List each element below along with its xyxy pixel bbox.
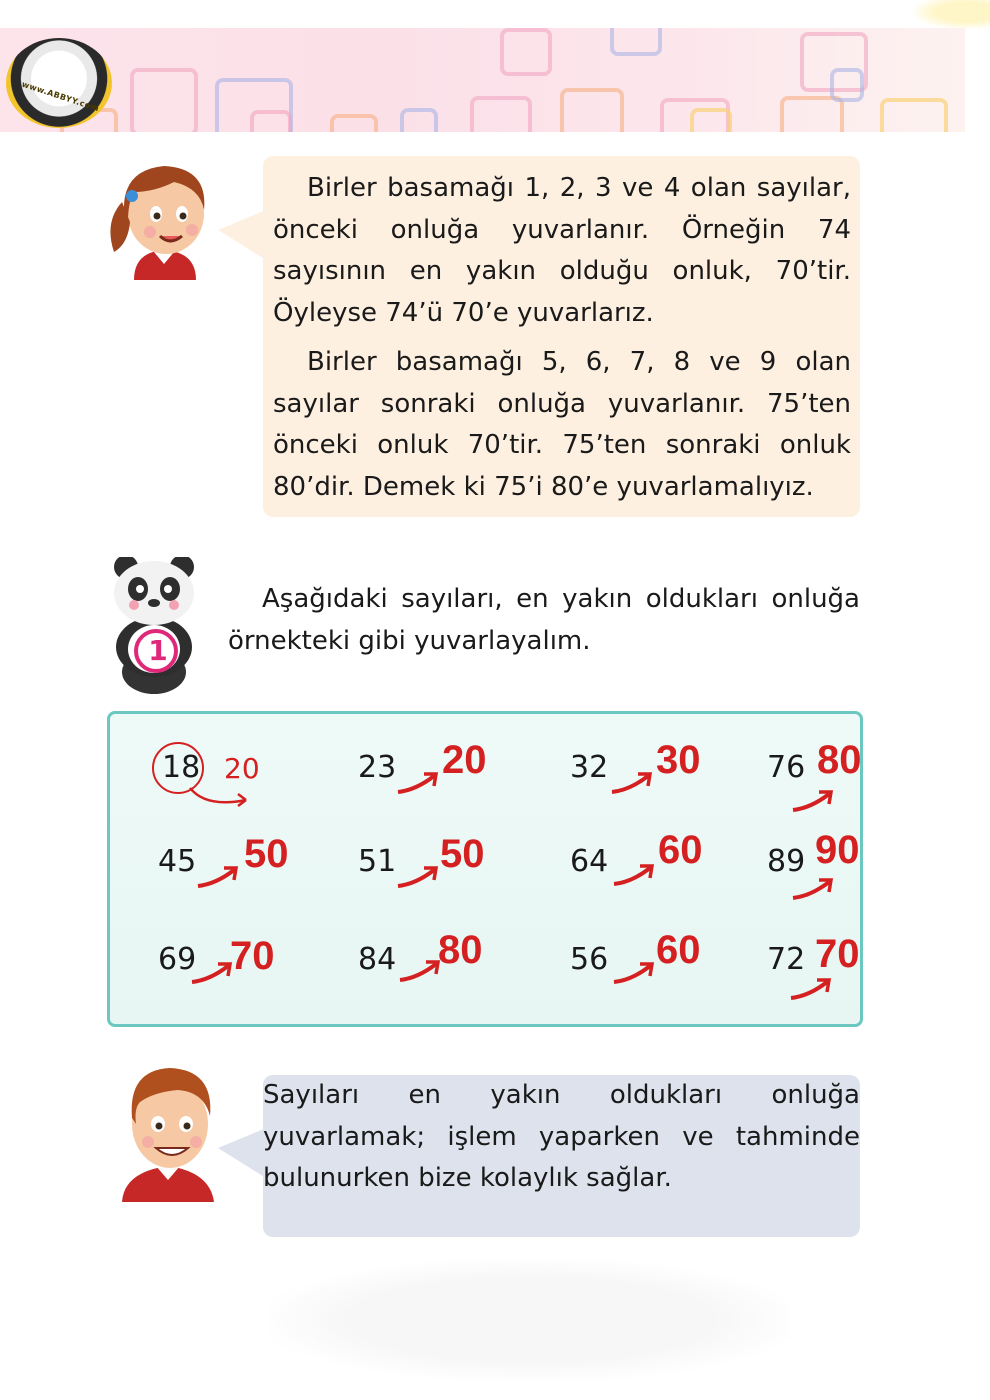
exercise-item	[158, 934, 318, 994]
arrow-icon	[608, 768, 658, 798]
publisher-badge	[6, 38, 112, 128]
arrow-icon	[610, 860, 660, 890]
exercise-item	[767, 738, 927, 802]
arrow-icon	[787, 974, 837, 1004]
activity-number: 1	[148, 634, 168, 667]
intro-paragraph-1: Birler basamağı 1, 2, 3 ve 4 olan sayılar, önceki onluğa yuvarlanır. Örneğin 74 sayısının en yakın olduğu onluk, 70’tir. Öyleyse 74’ü 70’e yuvarlarız.	[273, 173, 851, 328]
item-answer: 50	[244, 832, 289, 876]
arrow-icon	[394, 768, 444, 798]
arrow-icon	[610, 958, 660, 988]
item-answer: 90	[815, 828, 860, 872]
background-shape	[270, 1260, 790, 1380]
exercise-item	[358, 738, 518, 802]
speech-tail	[218, 210, 266, 260]
speech-tail	[218, 1128, 266, 1178]
exercise-item	[570, 928, 730, 994]
panda-illustration	[104, 557, 204, 695]
arrow-icon	[194, 862, 244, 892]
arrow-icon	[394, 862, 444, 892]
item-number: 72	[767, 942, 806, 977]
flower-decoration	[910, 0, 990, 30]
exercise-item	[358, 832, 518, 896]
item-answer: 70	[230, 934, 275, 978]
exercise-item	[767, 828, 927, 896]
exercise-box	[107, 711, 863, 1027]
item-answer: 60	[658, 828, 703, 872]
item-number: 56	[570, 942, 609, 977]
arrow-icon	[186, 782, 276, 812]
activity-instruction: Aşağıdaki sayıları, en yakın oldukları onluğa örnekteki gibi yuvarlayalım.	[228, 584, 860, 656]
item-number: 84	[358, 942, 397, 977]
exercise-item	[570, 738, 730, 802]
item-answer: 80	[817, 738, 862, 782]
example-number: 18	[162, 750, 201, 785]
item-answer: 50	[440, 832, 485, 876]
item-number: 23	[358, 750, 397, 785]
info-bubble	[263, 156, 860, 517]
item-answer: 30	[656, 738, 701, 782]
item-number: 69	[158, 942, 197, 977]
intro-paragraph-2: Birler basamağı 5, 6, 7, 8 ve 9 olan sayılar sonraki onluğa yuvarlanır. 75’ten önceki onluk 70’tir. 75’ten sonraki onluk 80’dir. Demek ki 75’i 80’e yuvarlamalıyız.	[273, 347, 851, 502]
exercise-item	[767, 934, 927, 994]
arrow-icon	[789, 874, 839, 904]
example-item	[158, 742, 318, 802]
exercise-item	[358, 928, 518, 994]
boy-illustration	[118, 1062, 218, 1202]
exercise-item	[570, 828, 730, 896]
summary-bubble	[263, 1075, 860, 1237]
item-number: 76	[767, 750, 806, 785]
item-number: 45	[158, 844, 197, 879]
arrow-icon	[789, 786, 839, 816]
item-answer: 60	[656, 928, 701, 972]
item-number: 32	[570, 750, 609, 785]
item-number: 51	[358, 844, 397, 879]
item-answer: 70	[815, 932, 860, 976]
item-answer: 80	[438, 928, 483, 972]
item-number: 89	[767, 844, 806, 879]
header-banner	[0, 28, 965, 132]
item-number: 64	[570, 844, 609, 879]
item-answer: 20	[442, 738, 487, 782]
summary-text: Sayıları en yakın oldukları onluğa yuvarlamak; işlem yaparken ve tahminde bulunurken bize kolaylık sağlar.	[263, 1080, 860, 1193]
watermark-text: www.ABBYY.com	[20, 79, 101, 114]
exercise-item	[158, 832, 318, 896]
girl-illustration	[104, 152, 224, 280]
example-answer: 20	[224, 752, 260, 785]
